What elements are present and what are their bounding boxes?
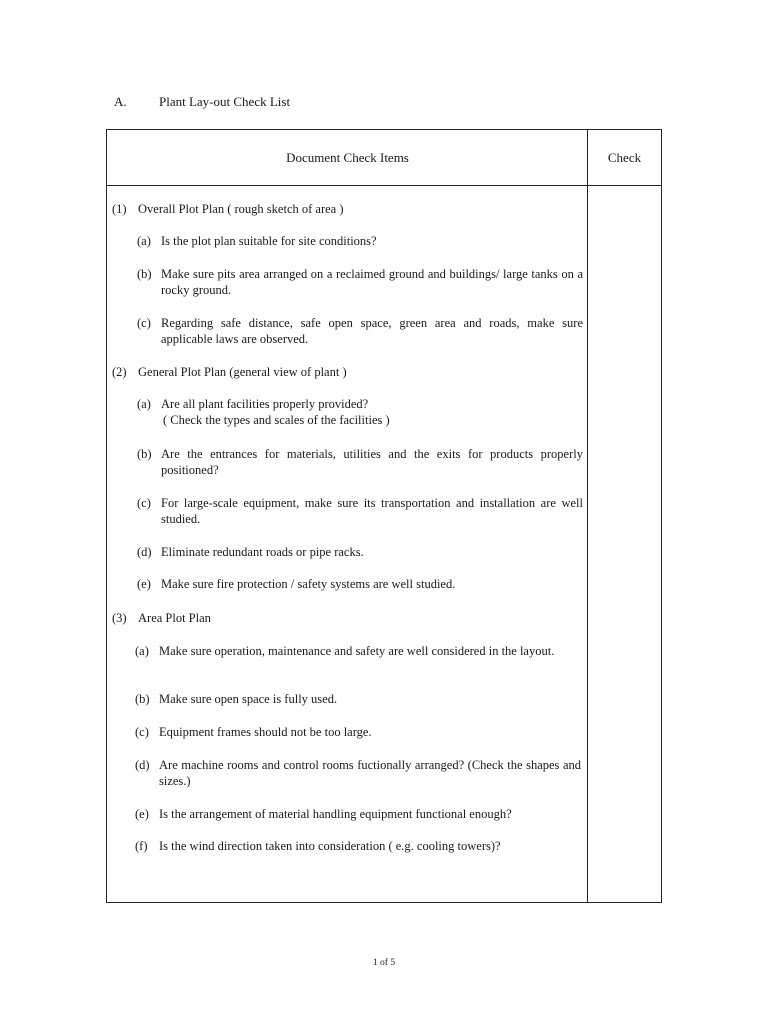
section-title: Plant Lay-out Check List — [159, 94, 291, 109]
item-text: Eliminate redundant roads or pipe racks. — [161, 545, 364, 559]
item-marker: (c) — [137, 316, 151, 330]
item-text: Equipment frames should not be too large. — [159, 725, 372, 739]
item-marker: (a) — [137, 234, 151, 248]
section-title: Overall Plot Plan ( rough sketch of area ) — [138, 202, 344, 216]
item-marker: (b) — [135, 692, 150, 706]
item-marker: (e) — [135, 807, 149, 821]
header-items: Document Check Items — [286, 149, 409, 165]
table-header — [107, 130, 661, 186]
item-marker: (f) — [135, 839, 148, 853]
page-number: 1 of 5 — [372, 958, 396, 968]
item-text: Make sure operation, maintenance and safety are well considered in the layout. — [159, 644, 555, 658]
item-marker: (a) — [135, 644, 149, 658]
item-marker: (c) — [135, 725, 149, 739]
section-3 — [112, 610, 582, 626]
section-number: (1) — [112, 202, 127, 216]
item-text: Is the wind direction taken into consideration ( e.g. cooling towers)? — [159, 839, 501, 853]
section-heading — [114, 94, 290, 110]
item-marker: (d) — [137, 545, 152, 559]
item-text: Is the plot plan suitable for site conditions? — [161, 234, 377, 248]
section-1 — [112, 201, 582, 217]
column-divider — [587, 130, 588, 902]
item-marker: (b) — [137, 267, 152, 281]
section-number: (3) — [112, 611, 127, 625]
header-check: Check — [607, 149, 642, 165]
item-marker: (b) — [137, 447, 152, 461]
item-text: Is the arrangement of material handling equipment functional enough? — [159, 807, 512, 821]
section-title: General Plot Plan (general view of plant ) — [138, 365, 347, 379]
item-text: Make sure open space is fully used. — [159, 692, 338, 706]
item-marker: (e) — [137, 577, 151, 591]
item-text: For large-scale equipment, make sure its transportation and installation are well studied. — [161, 496, 583, 526]
item-text: Make sure fire protection / safety systems are well studied. — [161, 577, 456, 591]
section-letter: A. — [114, 94, 127, 109]
section-number: (2) — [112, 365, 127, 379]
item-text: Are all plant facilities properly provided? — [161, 397, 369, 411]
item-note: ( Check the types and scales of the facilities ) — [163, 413, 390, 427]
item-text: Regarding safe distance, safe open space, green area and roads, make sure applicable laws are observed. — [161, 316, 583, 346]
item-text: Are machine rooms and control rooms fuctionally arranged? (Check the shapes and sizes.) — [159, 758, 581, 788]
check-table — [106, 129, 662, 903]
section-2 — [112, 364, 582, 380]
item-marker: (c) — [137, 496, 151, 510]
section-title: Area Plot Plan — [138, 611, 211, 625]
item-text: Make sure pits area arranged on a reclaimed ground and buildings/ large tanks on a rocky ground. — [161, 267, 583, 297]
item-marker: (a) — [137, 397, 151, 411]
item-marker: (d) — [135, 758, 150, 772]
item-text: Are the entrances for materials, utilities and the exits for products properly positioned? — [161, 447, 583, 477]
